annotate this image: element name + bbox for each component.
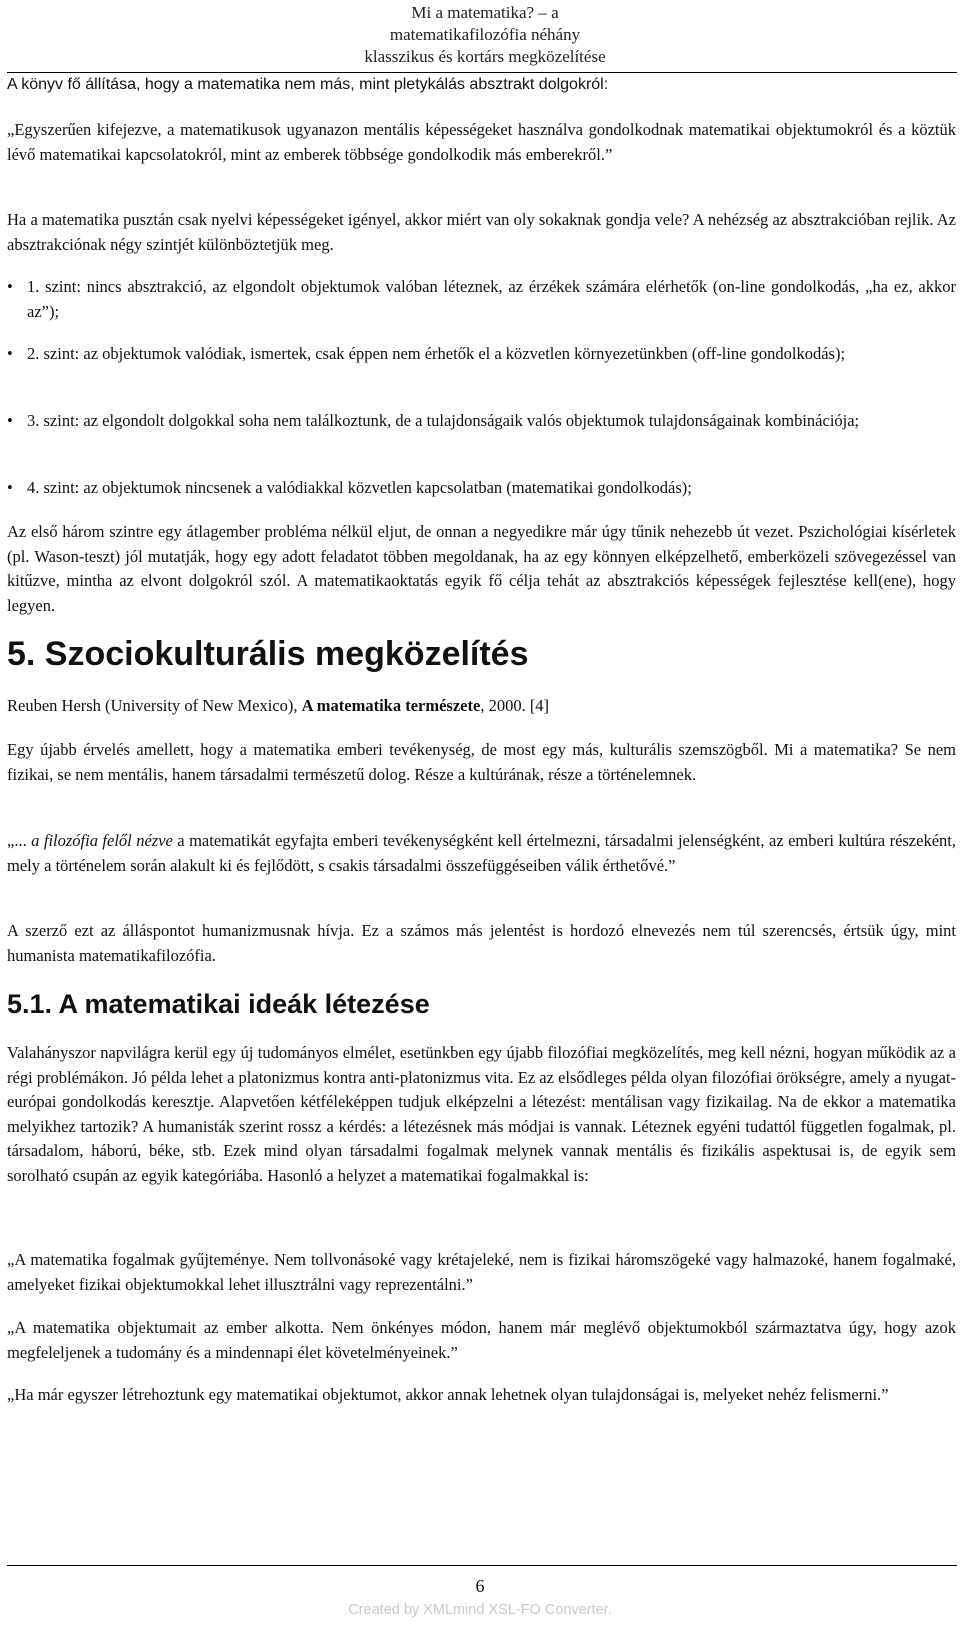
list-item-text: 2. szint: az objektumok valódiak, ismertek, csak éppen nem érhetők el a közvetlen környezetünkben (off-line gondolkodás); bbox=[27, 344, 846, 363]
paragraph-cultural-view: Egy újabb érvelés amellett, hogy a matematika emberi tevékenység, de most egy más, kulturális szemszögből. Mi a matematika? Se nem fizikai, se nem mentális, hanem társadalmi természetű dolog. Része a kultúrának, része a történelemnek. bbox=[7, 740, 956, 784]
bullet-marker: • bbox=[7, 344, 13, 363]
quote-paragraph-5: „Ha már egyszer létrehoztunk egy matematikai objektumot, akkor annak lehetnek olyan tulajdonságai is, melyeket nehéz felismerni.” bbox=[7, 1385, 889, 1404]
list-item bbox=[7, 409, 956, 434]
list-item-text: 4. szint: az objektumok nincsenek a valódiakkal közvetlen kapcsolatban (matematikai gondolkodás); bbox=[27, 478, 692, 497]
running-header bbox=[290, 2, 680, 68]
running-header-line-2: matematikafilozófia néhány bbox=[389, 25, 581, 44]
list-item-text: 3. szint: az elgondolt dolgokkal soha nem találkoztunk, de a tulajdonságaik valós objektumok tulajdonságainak kombinációja; bbox=[27, 411, 860, 430]
quote-rest: a matematikát egyfajta emberi tevékenységként kell értelmezni, társadalmi jelenségként, az emberi kultúra részeként, mely a történelem során alakult ki és fejlődött, s csakis társadalmi összefüggéseiben válik érthetővé.” bbox=[7, 831, 956, 875]
bullet-marker: • bbox=[7, 478, 13, 497]
quote-italic-phrase: a filozófia felől nézve bbox=[31, 831, 173, 850]
quote-paragraph-2 bbox=[7, 829, 956, 878]
quote-paragraph-4: „A matematika objektumait az ember alkotta. Nem önkényes módon, hanem már meglévő objektumokból származtatva úgy, hogy azok megfeleljenek a tudomány és a mindennapi élet követelményeinek.” bbox=[7, 1318, 956, 1362]
reference-book-title: A matematika természete bbox=[301, 696, 481, 715]
footer-divider bbox=[7, 1565, 957, 1566]
paragraph-platonism: Valahányszor napvilágra kerül egy új tudományos elmélet, esetünkben egy újabb filozófiai megközelítés, meg kell nézni, hogyan működik az a régi problémákon. Jó példa lehet a platonizmus kontra anti-platonizmus vita. Ez az elsődleges példa olyan filozófiai örökségre, amely a nyugat-európai gondolkodás keresztje. Alapvetően kétféleképpen tudjuk elképzelni a létezést: mentálisan vagy fizikailag. Na de ekkor a matematika melyikhez tartozik? A humanisták szerint rossz a kérdés: a létezésnek más módjai is vannak. Léteznek egyéni tudattól független fogalmak, pl. társadalom, háború, béke, stb. Ezek mind olyan társadalmi fogalmak melynek vannak mentális és fizikális aspektusai is, de egyik sem sorolható csupán az egyik kategóriába. Hasonló a helyzet a matematikai fogalmakkal is: bbox=[7, 1043, 956, 1185]
intro-paragraph: A könyv fő állítása, hogy a matematika nem más, mint pletykálás absztrakt dolgokról: bbox=[7, 76, 609, 93]
paragraph-abstraction: Ha a matematika pusztán csak nyelvi képességeket igényel, akkor miért van oly sokaknak gondja vele? A nehézség az absztrakcióban rejlik. Az absztrakciónak négy szintjét különböztetjük meg. bbox=[7, 210, 956, 254]
running-header-line-1: Mi a matematika? – a bbox=[411, 3, 559, 22]
quote-paragraph-3: „A matematika fogalmak gyűjteménye. Nem tollvonásoké vagy krétajeleké, nem is fizikai háromszögeké vagy halmazoké, hanem fogalmaké, amelyeket fizikai objektumokkal lehet illusztrálni vagy reprezentálni.” bbox=[7, 1250, 956, 1294]
list-item bbox=[7, 476, 956, 501]
paragraph-humanism: A szerző ezt az álláspontot humanizmusnak hívja. Ez a számos más jelentést is hordozó elnevezés nem túl szerencsés, értsük úgy, mint humanista matematikafilozófia. bbox=[7, 921, 956, 965]
paragraph-levels-summary: Az első három szintre egy átlagember probléma nélkül eljut, de onnan a negyedikre már úgy tűnik nehezebb út vezet. Pszichológiai kísérletek (pl. Wason-teszt) jól mutatják, hogy egy adott feladatot többen megoldanak, ha az egy könnyen elképzelhető, emberközeli szövegezéssel van kitűzve, mintha az elvont dolgokról szól. A matematikaoktatás egyik fő célja tehát az absztrakciós képességek fejlesztése kell(ene), hogy legyen. bbox=[7, 522, 956, 615]
converter-credit: Created by XMLmind XSL-FO Converter. bbox=[348, 1602, 612, 1618]
page-number: 6 bbox=[475, 1576, 485, 1596]
quote-open: „... bbox=[7, 831, 32, 850]
reference-author: Reuben Hersh (University of New Mexico), bbox=[7, 696, 302, 715]
running-header-line-3: klasszikus és kortárs megközelítése bbox=[364, 47, 606, 66]
list-item bbox=[7, 342, 956, 367]
list-item-text: 1. szint: nincs absztrakció, az elgondolt objektumok valóban léteznek, az érzékek számára elérhetők (on-line gondolkodás, „ha ez, akkor az”); bbox=[27, 277, 956, 321]
section-heading-5: 5. Szociokulturális megközelítés bbox=[7, 635, 529, 673]
reference-line bbox=[7, 694, 956, 719]
bullet-marker: • bbox=[7, 277, 13, 296]
reference-year: , 2000. [4] bbox=[480, 696, 550, 715]
bullet-marker: • bbox=[7, 411, 13, 430]
section-heading-5-1: 5.1. A matematikai ideák létezése bbox=[7, 989, 430, 1019]
quote-paragraph-1: „Egyszerűen kifejezve, a matematikusok ugyanazon mentális képességeket használva gondolkodnak matematikai objektumokról és a köztük lévő matematikai kapcsolatokról, mint az emberek többsége gondolkodik más emberekről.” bbox=[7, 120, 956, 164]
list-item bbox=[7, 275, 956, 324]
